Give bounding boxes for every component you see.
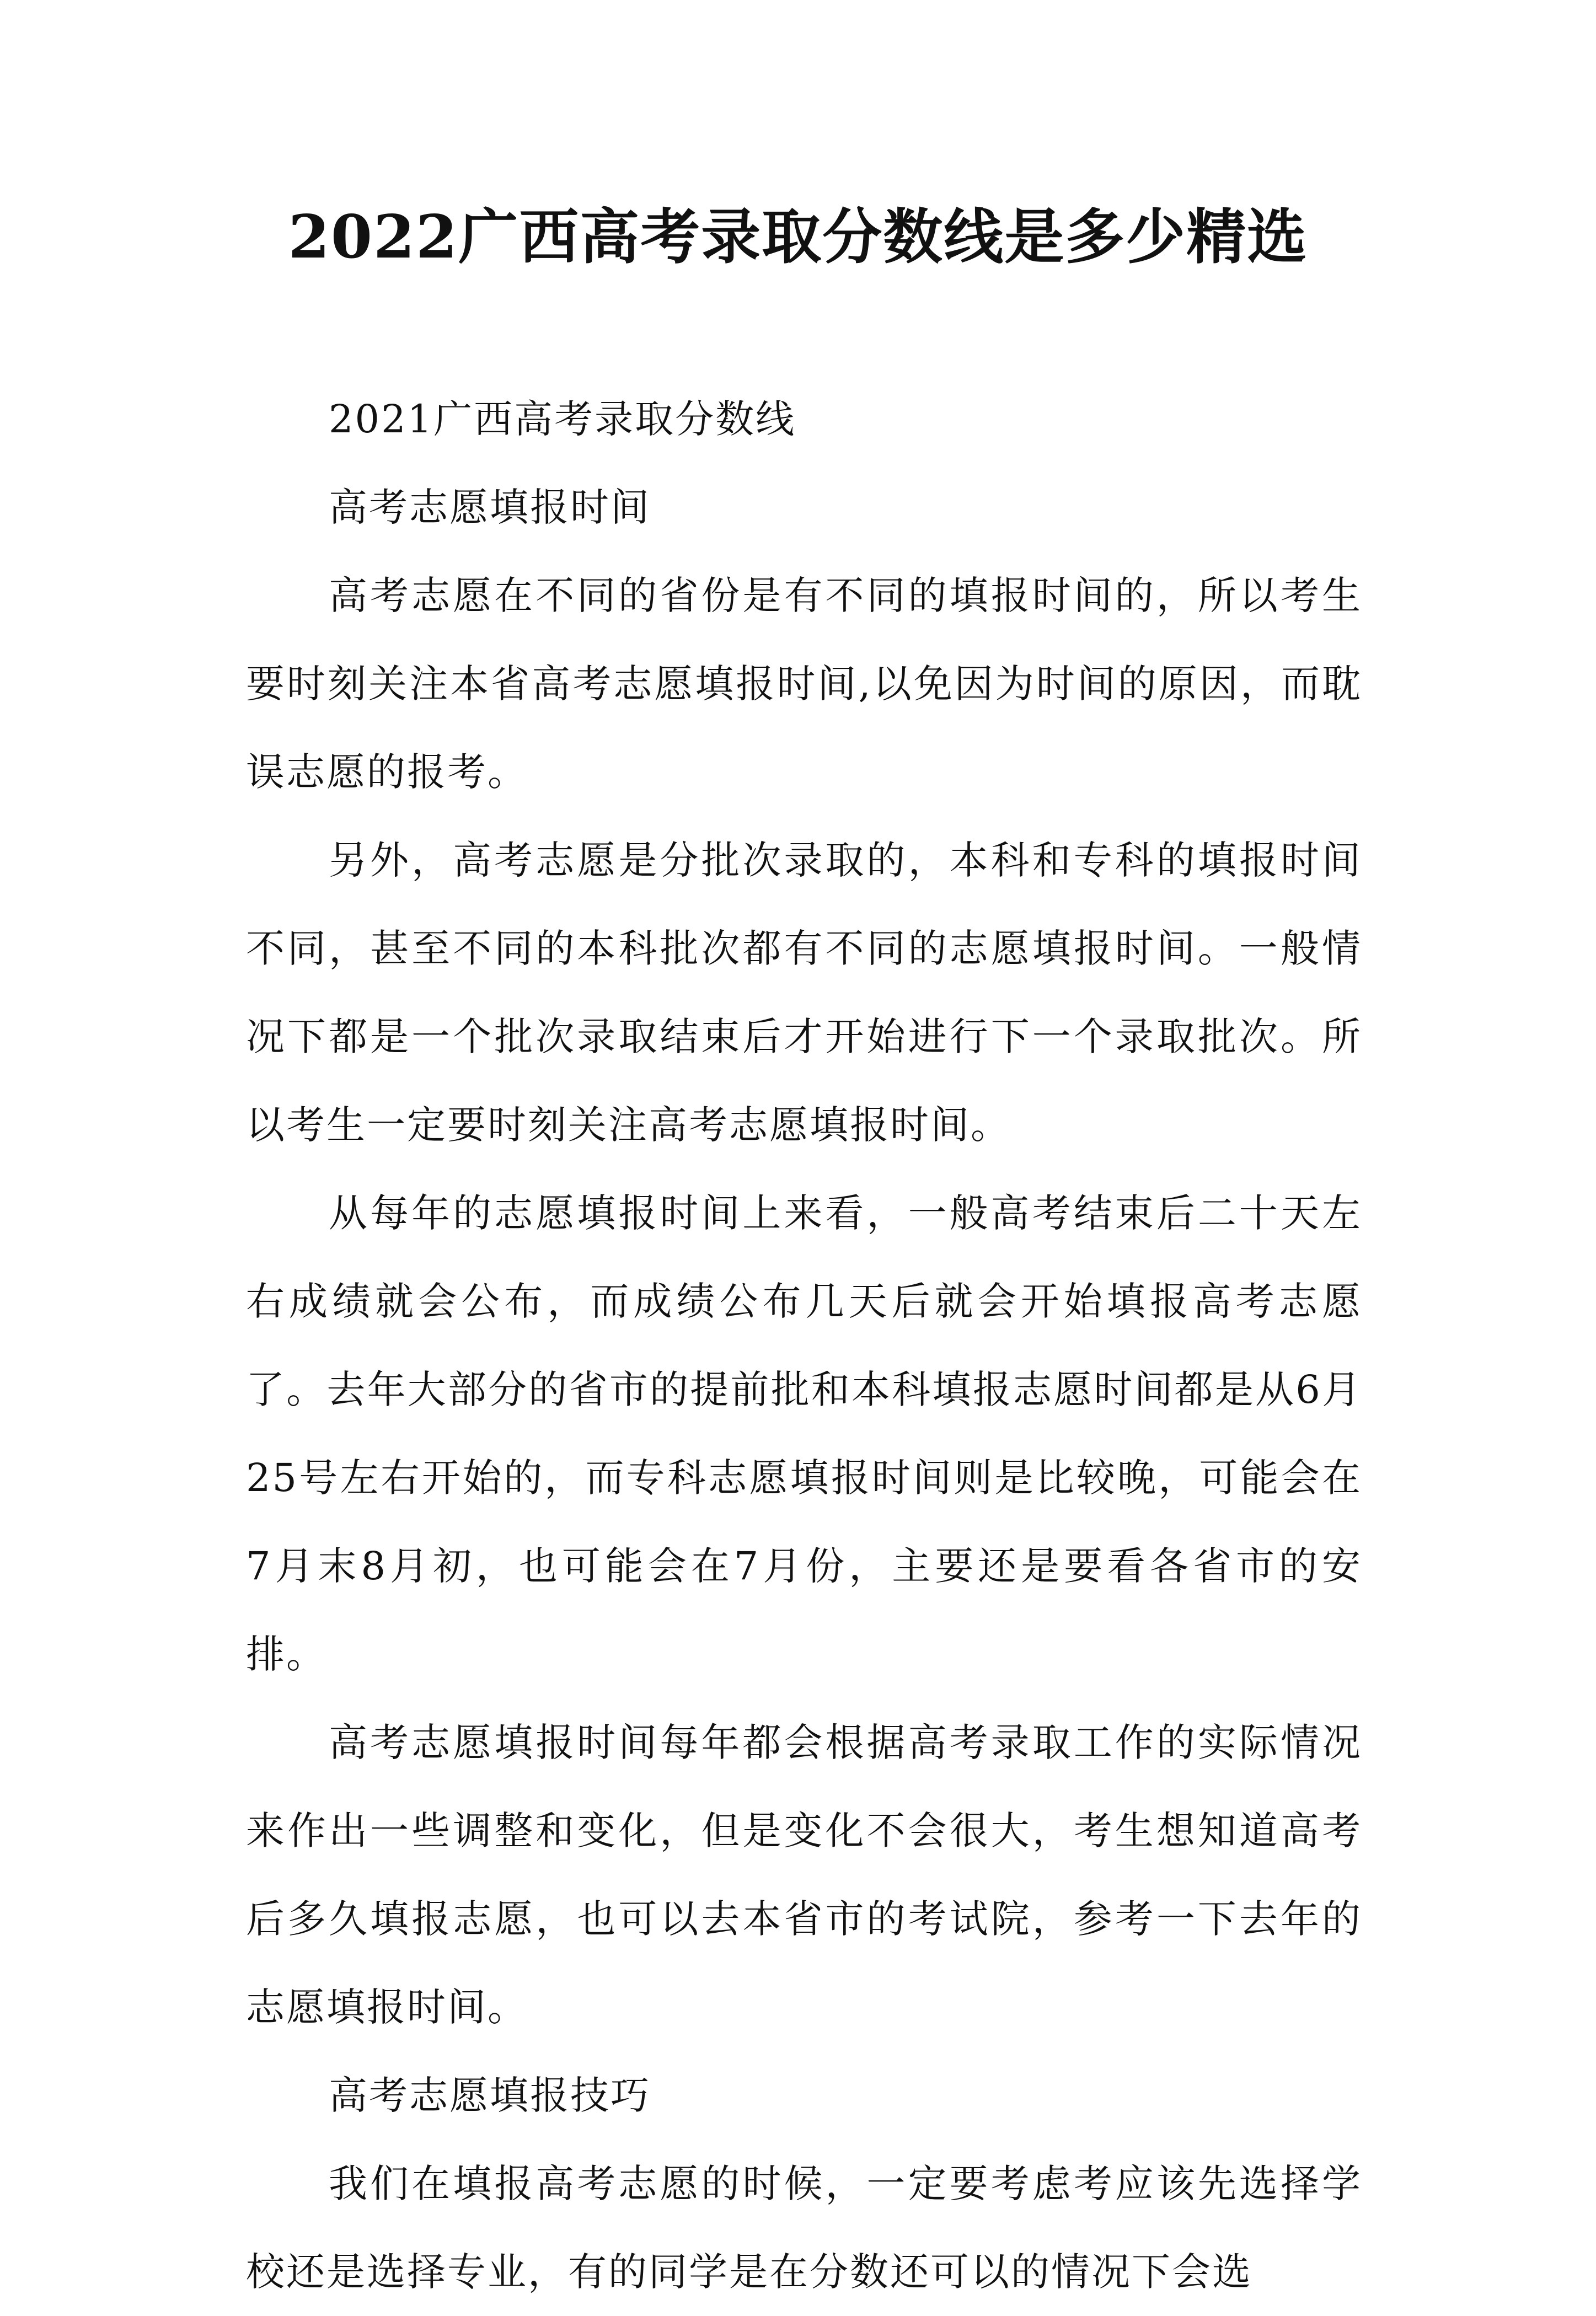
document-title: 2022广西高考录取分数线是多少精选 bbox=[288, 202, 1308, 272]
paragraph-subtitle-2021: 2021广西高考录取分数线 bbox=[329, 396, 796, 442]
paragraph: 我们在填报高考志愿的时候，一定要考虑考应该先选择学校还是选择专业，有的同学是在分数还可以的情况下会选 bbox=[246, 2161, 1362, 2294]
paragraph: 高考志愿填报时间每年都会根据高考录取工作的实际情况来作出一些调整和变化，但是变化不会很大，考生想知道高考后多久填报志愿，也可以去本省市的考试院，参考一下去年的志愿填报时间。 bbox=[246, 1720, 1362, 2030]
paragraph: 高考志愿在不同的省份是有不同的填报时间的，所以考生要时刻关注本省高考志愿填报时间,以免因为时间的原因，而耽误志愿的报考。 bbox=[246, 573, 1362, 795]
document-body bbox=[246, 375, 1362, 2316]
section-heading-filing-tips: 高考志愿填报技巧 bbox=[329, 2073, 651, 2118]
paragraph: 从每年的志愿填报时间上来看，一般高考结束后二十天左右成绩就会公布，而成绩公布几天后就会开始填报高考志愿了。去年大部分的省市的提前批和本科填报志愿时间都是从6月25号左右开始的，而专科志愿填报时间则是比较晚，可能会在7月末8月初，也可能会在7月份，主要还是要看各省市的安排。 bbox=[246, 1191, 1362, 1677]
section-heading-filing-time: 高考志愿填报时间 bbox=[329, 485, 651, 530]
paragraph: 另外，高考志愿是分批次录取的，本科和专科的填报时间不同，甚至不同的本科批次都有不同的志愿填报时间。一般情况下都是一个批次录取结束后才开始进行下一个录取批次。所以考生一定要时刻关注高考志愿填报时间。 bbox=[246, 838, 1362, 1148]
